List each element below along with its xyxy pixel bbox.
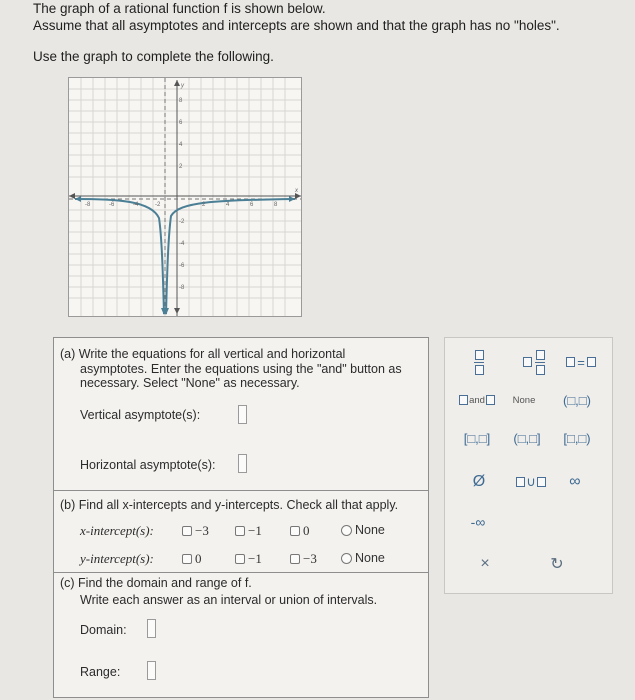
grid — [69, 78, 301, 316]
left-box-icon — [566, 357, 575, 367]
y-intercept-label: y-intercept(s): — [80, 551, 154, 566]
domain-label: Domain: — [80, 623, 127, 637]
y-intercept-option[interactable] — [235, 551, 262, 567]
vertical-asymptote-input[interactable] — [238, 405, 247, 424]
right-box-icon — [537, 477, 546, 487]
y-tick-label: 8 — [179, 98, 183, 104]
x-tick-label: -6 — [109, 202, 115, 208]
part-b-text: (b) Find all x-intercepts and y-intercepts. Check all that apply. — [60, 498, 399, 512]
denominator-box-icon — [475, 365, 484, 375]
x-axis-arrow-left — [69, 193, 75, 199]
y-tick-label: 2 — [179, 164, 183, 170]
x-tick-label: -8 — [85, 202, 91, 208]
infinity-button[interactable]: ∞ — [569, 473, 581, 490]
horizontal-asymptote-input[interactable] — [238, 454, 247, 473]
checkbox-icon — [290, 554, 300, 564]
checkbox-icon — [182, 526, 192, 536]
radio-icon — [341, 553, 352, 564]
radio-icon — [341, 525, 352, 536]
mixed-fraction-icon — [535, 350, 545, 375]
y-tick-label: -2 — [179, 219, 185, 225]
checkbox-icon — [235, 526, 245, 536]
right-box-icon — [486, 395, 495, 405]
x-tick-label: 8 — [274, 202, 278, 208]
equation-button[interactable] — [561, 348, 601, 376]
numerator-box-icon — [475, 350, 484, 360]
part-a-text-3: necessary. Select "None" as necessary. — [80, 376, 300, 390]
equals-symbol: = — [577, 354, 585, 370]
horizontal-asymptote-label: Horizontal asymptote(s): — [80, 458, 216, 472]
checkbox-icon — [182, 554, 192, 564]
and-button[interactable] — [457, 390, 497, 410]
fraction-button[interactable] — [465, 348, 493, 376]
x-intercept-none-option[interactable] — [341, 523, 385, 537]
empty-set-button[interactable]: Ø — [472, 473, 486, 490]
x-intercept-option-label: −1 — [248, 523, 262, 538]
part-c-text-1: (c) Find the domain and range of f. — [60, 576, 252, 590]
graph-svg — [69, 78, 301, 316]
open-interval-button[interactable]: (□,□) — [563, 392, 591, 408]
negative-infinity-button[interactable]: -∞ — [470, 514, 486, 530]
part-a-text-2: asymptotes. Enter the equations using the "and" button as — [80, 362, 402, 376]
curve-left-branch — [75, 199, 164, 314]
y-axis-arrow-down — [174, 308, 180, 314]
none-button[interactable]: None — [512, 394, 536, 406]
y-tick-label: -8 — [179, 285, 185, 291]
union-button[interactable] — [511, 472, 551, 492]
mixed-number-button[interactable] — [515, 348, 553, 376]
range-input[interactable] — [147, 661, 156, 680]
left-box-icon — [516, 477, 525, 487]
x-intercept-option-label: 0 — [303, 523, 310, 538]
instructions — [33, 0, 560, 65]
curve-arrow-left — [75, 196, 81, 202]
undo-button[interactable]: ↻ — [550, 556, 564, 573]
x-tick-label: 4 — [226, 202, 230, 208]
whole-box-icon — [523, 357, 532, 367]
y-axis-arrow-up — [174, 80, 180, 86]
function-graph — [68, 77, 302, 317]
intro-line-3: Use the graph to complete the following. — [33, 49, 274, 64]
x-tick-label: -4 — [133, 202, 139, 208]
half-open-right-button[interactable]: (□,□] — [513, 430, 541, 446]
y-intercept-option-label: 0 — [195, 551, 202, 566]
y-tick-label: -4 — [179, 241, 185, 247]
closed-interval-button[interactable]: [□,□] — [463, 430, 491, 446]
y-intercept-option-label: −3 — [303, 551, 317, 566]
math-keypad — [444, 337, 613, 594]
y-tick-label: 4 — [179, 142, 183, 148]
y-intercept-option[interactable] — [290, 551, 317, 567]
x-intercept-option[interactable] — [290, 523, 310, 539]
checkbox-icon — [235, 554, 245, 564]
x-tick-label: 6 — [250, 202, 254, 208]
right-box-icon — [587, 357, 596, 367]
range-label: Range: — [80, 665, 121, 679]
x-intercept-option[interactable] — [182, 523, 209, 539]
clear-button[interactable]: × — [480, 555, 490, 572]
y-intercept-option-label: −1 — [248, 551, 262, 566]
fraction-bar-icon — [474, 362, 484, 363]
and-label: and — [469, 394, 485, 406]
domain-input[interactable] — [147, 619, 156, 638]
y-axis-label: y — [181, 83, 184, 89]
part-c-text-2: Write each answer as an interval or union of intervals. — [80, 593, 378, 607]
x-intercept-option[interactable] — [235, 523, 262, 539]
part-a-section — [54, 338, 428, 491]
x-tick-label: 2 — [202, 202, 206, 208]
checkbox-icon — [290, 526, 300, 536]
answer-panel — [53, 337, 429, 698]
left-box-icon — [459, 395, 468, 405]
part-c-section — [54, 573, 428, 697]
half-open-left-button[interactable]: [□,□) — [563, 430, 591, 446]
x-tick-label: -2 — [155, 202, 161, 208]
vertical-asymptote-label: Vertical asymptote(s): — [80, 408, 201, 422]
curve-arrow-right — [289, 196, 295, 202]
none-label: None — [355, 523, 385, 537]
curve-right-branch — [166, 199, 295, 314]
x-intercept-option-label: −3 — [195, 523, 209, 538]
x-axis-label: x — [295, 188, 298, 194]
y-tick-label: 6 — [179, 120, 183, 126]
intro-line-2: Assume that all asymptotes and intercepts are shown and that the graph has no "holes". — [33, 18, 560, 33]
intro-line-1: The graph of a rational function f is shown below. — [33, 1, 326, 16]
part-a-text-1: (a) Write the equations for all vertical and horizontal — [60, 347, 346, 361]
none-label: None — [355, 551, 385, 565]
y-intercept-none-option[interactable] — [341, 551, 385, 565]
y-tick-label: -6 — [179, 263, 185, 269]
part-b-section — [54, 491, 428, 573]
union-symbol: ∪ — [526, 474, 536, 489]
x-intercept-label: x-intercept(s): — [80, 523, 154, 538]
y-intercept-option[interactable] — [182, 551, 202, 567]
